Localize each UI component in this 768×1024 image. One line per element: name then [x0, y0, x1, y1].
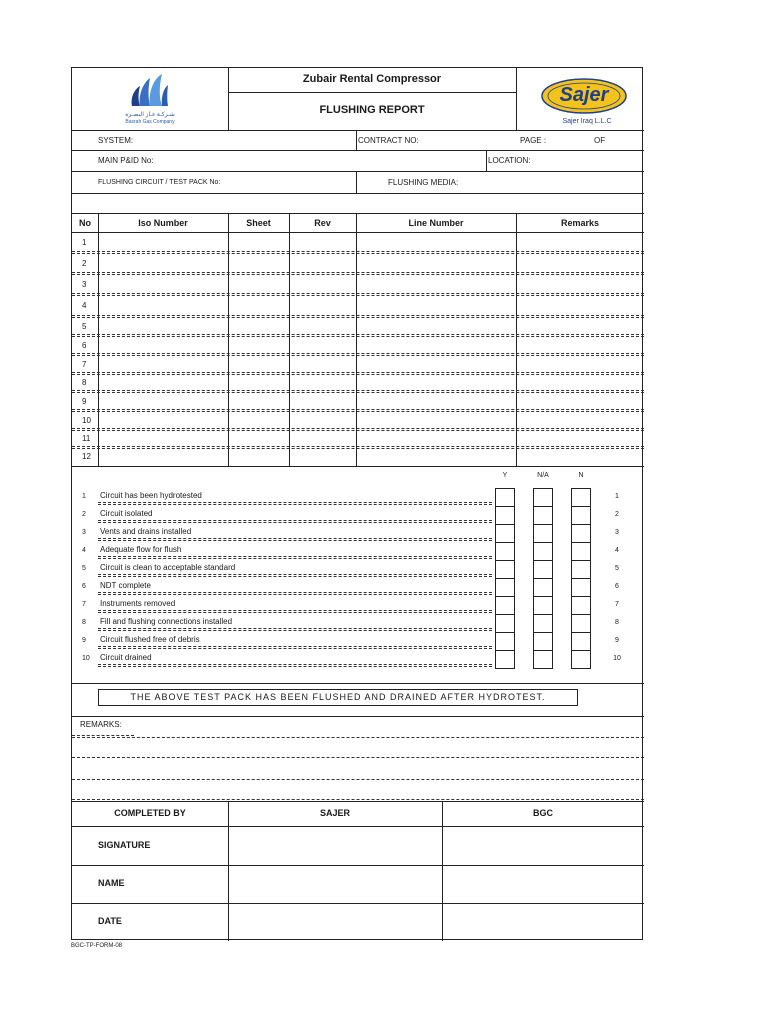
- checklist-item-number-right: 2: [615, 511, 619, 518]
- logo-arabic-text: شـركـة غـاز البصـرة: [125, 112, 175, 118]
- line-table-header-no: No: [79, 218, 91, 228]
- main-pid-label: MAIN P&ID No:: [98, 156, 154, 165]
- bgc-signature-field[interactable]: [443, 827, 643, 864]
- checklist-header-y: Y: [502, 472, 508, 479]
- line-table-header-rev: Rev: [314, 218, 331, 228]
- line-table-header-remarks: Remarks: [560, 218, 600, 228]
- flushing-report-form: [71, 67, 643, 940]
- signoff-header-completed-by: COMPLETED BY: [114, 808, 186, 818]
- checklist-item-number-right: 1: [615, 493, 619, 500]
- line-table-row: [72, 274, 644, 295]
- checklist-item-number: 3: [82, 529, 86, 536]
- report-title: FLUSHING REPORT: [319, 104, 425, 116]
- row-number: 5: [82, 322, 87, 331]
- statement-box: [98, 689, 578, 706]
- checkbox-y[interactable]: [495, 560, 515, 579]
- checklist-item-text: Instruments removed: [100, 599, 176, 608]
- row-number: 10: [82, 416, 91, 425]
- flushing-circuit-label: FLUSHING CIRCUIT / TEST PACK No:: [98, 179, 221, 186]
- line-table-row: [72, 232, 644, 253]
- statement-text: THE ABOVE TEST PACK HAS BEEN FLUSHED AND DRAINED AFTER HYDROTEST.: [130, 692, 546, 702]
- row-number: 1: [82, 238, 87, 247]
- checkbox-n[interactable]: [571, 578, 591, 597]
- checkbox-n[interactable]: [571, 632, 591, 651]
- checkbox-n[interactable]: [571, 560, 591, 579]
- sajer-signature-field[interactable]: [229, 827, 441, 864]
- checklist-item-number-right: 8: [615, 619, 619, 626]
- checklist-item-number: 8: [82, 619, 86, 626]
- row-number: 8: [82, 378, 87, 387]
- checkbox-n[interactable]: [571, 524, 591, 543]
- checklist-item: [72, 578, 644, 596]
- checkbox-na[interactable]: [533, 650, 553, 669]
- checklist-item-number: 1: [82, 493, 86, 500]
- checklist-item-number: 9: [82, 637, 86, 644]
- checklist-item-text: Fill and flushing connections installed: [100, 617, 233, 626]
- row-number: 4: [82, 301, 87, 310]
- contract-label: CONTRACT NO:: [358, 136, 419, 145]
- checkbox-na[interactable]: [533, 614, 553, 633]
- line-table-row: [72, 295, 644, 317]
- checklist-item-text: Circuit is clean to acceptable standard: [100, 563, 236, 572]
- checkbox-na[interactable]: [533, 488, 553, 507]
- checklist-item-number-right: 7: [615, 601, 619, 608]
- remarks-label: REMARKS:: [80, 720, 122, 729]
- checklist-item: [72, 488, 644, 506]
- of-label: OF: [594, 136, 606, 145]
- checkbox-y[interactable]: [495, 488, 515, 507]
- row-number: 3: [82, 280, 87, 289]
- checklist-item-number: 6: [82, 583, 86, 590]
- checkbox-na[interactable]: [533, 506, 553, 525]
- header-title-divider: [228, 92, 516, 93]
- checklist-item: [72, 524, 644, 542]
- checklist-item-text: Circuit drained: [100, 653, 152, 662]
- checkbox-n[interactable]: [571, 650, 591, 669]
- row-number: 11: [82, 434, 91, 443]
- sajer-name-field[interactable]: [229, 866, 441, 902]
- checklist-item-text: Circuit isolated: [100, 509, 153, 518]
- row-number: 12: [82, 452, 91, 461]
- checkbox-y[interactable]: [495, 614, 515, 633]
- checklist-item-number-right: 10: [613, 655, 621, 662]
- checkbox-na[interactable]: [533, 596, 553, 615]
- checklist-item-number-right: 9: [615, 637, 619, 644]
- checklist-item-text: Adequate flow for flush: [100, 545, 182, 554]
- basrah-gas-logo: [122, 72, 178, 128]
- header-divider-right: [516, 68, 517, 130]
- checklist-item: [72, 542, 644, 560]
- sajer-logo-name: Sajer: [559, 84, 609, 106]
- checklist-item: [72, 560, 644, 578]
- checklist-item: [72, 632, 644, 650]
- checklist-item-number: 4: [82, 547, 86, 554]
- location-label: LOCATION:: [488, 156, 531, 165]
- checkbox-n[interactable]: [571, 614, 591, 633]
- sajer-logo-subtitle: Sajer Iraq L.L.C: [562, 118, 612, 125]
- form-code: BGC-TP-FORM-08: [71, 943, 122, 949]
- checkbox-na[interactable]: [533, 560, 553, 579]
- row-number: 9: [82, 397, 87, 406]
- checkbox-na[interactable]: [533, 632, 553, 651]
- checklist-item-number-right: 3: [615, 529, 619, 536]
- checklist-header-n: N: [578, 472, 584, 479]
- checklist-item-number: 2: [82, 511, 86, 518]
- checkbox-y[interactable]: [495, 542, 515, 561]
- signoff-header-bgc: BGC: [533, 808, 553, 818]
- signoff-row-date: DATE: [98, 916, 122, 926]
- checklist-item-text: Circuit has been hydrotested: [100, 491, 202, 500]
- checklist-item-number: 10: [82, 655, 90, 662]
- checklist-item-number-right: 5: [615, 565, 619, 572]
- checkbox-y[interactable]: [495, 596, 515, 615]
- checklist-item-text: Vents and drains installed: [100, 527, 192, 536]
- sajer-logo: [540, 76, 634, 128]
- checklist-item-number-right: 6: [615, 583, 619, 590]
- logo-english-text: Basrah Gas Company: [125, 119, 175, 125]
- checkbox-y[interactable]: [495, 578, 515, 597]
- checklist-item: [72, 614, 644, 632]
- line-table-row: [72, 253, 644, 274]
- checklist-item-text: Circuit flushed free of debris: [100, 635, 200, 644]
- checkbox-n[interactable]: [571, 596, 591, 615]
- checkbox-y[interactable]: [495, 650, 515, 669]
- flushing-media-label: FLUSHING MEDIA:: [388, 178, 459, 187]
- row-number: 2: [82, 259, 87, 268]
- checklist-item-text: NDT complete: [100, 581, 151, 590]
- row-number: 7: [82, 360, 87, 369]
- checkbox-n[interactable]: [571, 542, 591, 561]
- checkbox-na[interactable]: [533, 578, 553, 597]
- line-table-header-line-number: Line Number: [408, 218, 464, 228]
- checklist-item-number: 5: [82, 565, 86, 572]
- signoff-header-sajer: SAJER: [319, 808, 350, 818]
- line-table-header-sheet: Sheet: [246, 218, 271, 228]
- row-number: 6: [82, 341, 87, 350]
- basrah-gas-logo-icon: [122, 72, 178, 114]
- checkbox-n[interactable]: [571, 506, 591, 525]
- line-table-row: [72, 448, 644, 466]
- company-project-title: Zubair Rental Compressor: [302, 73, 442, 85]
- system-label: SYSTEM:: [98, 136, 134, 145]
- checkbox-na[interactable]: [533, 524, 553, 543]
- checkbox-na[interactable]: [533, 542, 553, 561]
- checkbox-y[interactable]: [495, 632, 515, 651]
- checklist-item-number: 7: [82, 601, 86, 608]
- checkbox-y[interactable]: [495, 524, 515, 543]
- bgc-date-field[interactable]: [443, 904, 643, 940]
- sajer-date-field[interactable]: [229, 904, 441, 940]
- signoff-row-signature: SIGNATURE: [98, 840, 151, 850]
- checkbox-y[interactable]: [495, 506, 515, 525]
- checklist-item: [72, 650, 644, 668]
- checklist-item: [72, 506, 644, 524]
- checkbox-n[interactable]: [571, 488, 591, 507]
- checklist-header-na: N/A: [537, 472, 549, 479]
- checklist-item-number-right: 4: [615, 547, 619, 554]
- page-label: PAGE :: [520, 136, 547, 145]
- line-table-header-iso-number: Iso Number: [138, 218, 188, 228]
- checklist-item: [72, 596, 644, 614]
- signoff-row-name: NAME: [98, 878, 125, 888]
- bgc-name-field[interactable]: [443, 866, 643, 902]
